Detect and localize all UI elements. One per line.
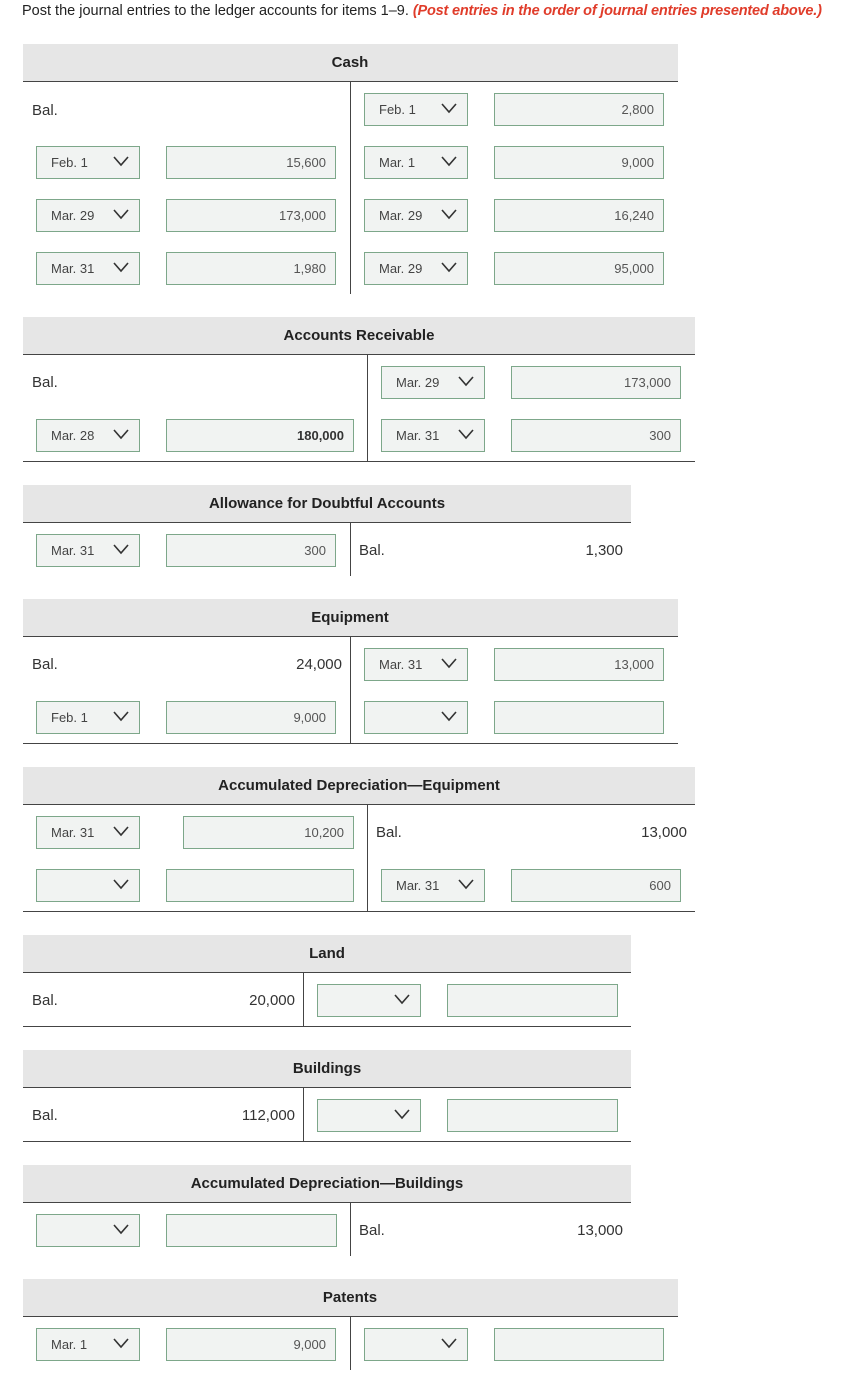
cash-debit-date-2[interactable]: Mar. 29 (36, 199, 140, 232)
chevron-down-icon (112, 154, 130, 168)
accum-dep-buildings-debit-amount-1[interactable] (166, 1214, 337, 1247)
chevron-down-icon (393, 992, 411, 1006)
cash-credit-date-3[interactable]: Mar. 29 (364, 199, 468, 232)
equipment-debit-balance-label: Bal. (32, 656, 58, 673)
land-debit-balance: 20,000 (249, 992, 295, 1009)
ar-credit-amount-1[interactable]: 173,000 (511, 366, 681, 399)
chevron-down-icon (393, 1107, 411, 1121)
chevron-down-icon (440, 709, 458, 723)
chevron-down-icon (440, 1336, 458, 1350)
accum-dep-buildings-title: Accumulated Depreciation—Buildings (190, 1175, 464, 1192)
allowance-header (23, 485, 631, 523)
patents-credit-date-1[interactable] (364, 1328, 468, 1361)
chevron-down-icon (112, 1222, 130, 1236)
chevron-down-icon (440, 260, 458, 274)
cash-debit-amount-2[interactable]: 173,000 (166, 199, 336, 232)
accum-dep-equipment-credit-balance-label: Bal. (376, 824, 402, 841)
buildings-title: Buildings (292, 1060, 362, 1077)
accum-dep-equipment-credit-balance: 13,000 (641, 824, 687, 841)
accum-dep-buildings-credit-balance: 13,000 (577, 1222, 623, 1239)
equipment-title: Equipment (311, 609, 389, 626)
buildings-credit-date-1[interactable] (317, 1099, 421, 1132)
cash-credit-date-4[interactable]: Mar. 29 (364, 252, 468, 285)
cash-credit-amount-2[interactable]: 9,000 (494, 146, 664, 179)
accum-dep-equipment-title: Accumulated Depreciation—Equipment (218, 777, 500, 794)
accum-dep-equipment-header (23, 767, 695, 805)
cash-header (23, 44, 678, 82)
chevron-down-icon (112, 260, 130, 274)
chevron-down-icon (440, 207, 458, 221)
accum-dep-buildings-credit-balance-label: Bal. (359, 1222, 385, 1239)
ar-debit-balance-label: Bal. (32, 374, 58, 391)
chevron-down-icon (112, 427, 130, 441)
equipment-credit-date-1[interactable]: Mar. 31 (364, 648, 468, 681)
ar-title: Accounts Receivable (283, 327, 435, 344)
allowance-credit-balance-label: Bal. (359, 542, 385, 559)
cash-credit-date-1[interactable]: Feb. 1 (364, 93, 468, 126)
cash-credit-amount-4[interactable]: 95,000 (494, 252, 664, 285)
chevron-down-icon (112, 709, 130, 723)
equipment-credit-amount-1[interactable]: 13,000 (494, 648, 664, 681)
accum-dep-equipment-debit-date-2[interactable] (36, 869, 140, 902)
equipment-credit-date-2[interactable] (364, 701, 468, 734)
accum-dep-equipment-credit-date-1[interactable]: Mar. 31 (381, 869, 485, 902)
ar-credit-date-2[interactable]: Mar. 31 (381, 419, 485, 452)
equipment-debit-amount-1[interactable]: 9,000 (166, 701, 336, 734)
ar-debit-amount-1[interactable]: 180,000 (166, 419, 354, 452)
cash-debit-amount-3[interactable]: 1,980 (166, 252, 336, 285)
allowance-debit-amount-1[interactable]: 300 (166, 534, 336, 567)
buildings-credit-amount-1[interactable] (447, 1099, 618, 1132)
cash-debit-date-3[interactable]: Mar. 31 (36, 252, 140, 285)
land-debit-balance-label: Bal. (32, 992, 58, 1009)
land-title: Land (309, 945, 345, 962)
land-credit-amount-1[interactable] (447, 984, 618, 1017)
cash-debit-date-1[interactable]: Feb. 1 (36, 146, 140, 179)
cash-credit-amount-3[interactable]: 16,240 (494, 199, 664, 232)
cash-title: Cash (331, 54, 369, 71)
chevron-down-icon (440, 101, 458, 115)
buildings-debit-balance-label: Bal. (32, 1107, 58, 1124)
equipment-debit-balance: 24,000 (296, 656, 342, 673)
instruction-note: (Post entries in the order of journal entries presented above.) (412, 3, 822, 19)
equipment-credit-amount-2[interactable] (494, 701, 664, 734)
allowance-credit-balance: 1,300 (585, 542, 623, 559)
chevron-down-icon (457, 374, 475, 388)
chevron-down-icon (457, 427, 475, 441)
instruction-text: Post the journal entries to the ledger accounts for items 1–9. (22, 3, 409, 19)
buildings-debit-balance: 112,000 (241, 1107, 295, 1124)
accum-dep-buildings-header (23, 1165, 631, 1203)
ar-credit-date-1[interactable]: Mar. 29 (381, 366, 485, 399)
chevron-down-icon (112, 207, 130, 221)
ar-header (23, 317, 695, 355)
land-header (23, 935, 631, 973)
chevron-down-icon (112, 877, 130, 891)
chevron-down-icon (112, 542, 130, 556)
chevron-down-icon (440, 154, 458, 168)
chevron-down-icon (112, 1336, 130, 1350)
instructions (22, 3, 822, 19)
cash-credit-date-2[interactable]: Mar. 1 (364, 146, 468, 179)
equipment-debit-date-1[interactable]: Feb. 1 (36, 701, 140, 734)
cash-debit-amount-1[interactable]: 15,600 (166, 146, 336, 179)
equipment-header (23, 599, 678, 637)
ar-credit-amount-2[interactable]: 300 (511, 419, 681, 452)
buildings-header (23, 1050, 631, 1088)
accum-dep-buildings-debit-date-1[interactable] (36, 1214, 140, 1247)
allowance-title: Allowance for Doubtful Accounts (208, 495, 446, 512)
chevron-down-icon (112, 824, 130, 838)
accum-dep-equipment-debit-amount-1[interactable]: 10,200 (183, 816, 354, 849)
accum-dep-equipment-debit-date-1[interactable]: Mar. 31 (36, 816, 140, 849)
allowance-debit-date-1[interactable]: Mar. 31 (36, 534, 140, 567)
patents-credit-amount-1[interactable] (494, 1328, 664, 1361)
patents-title: Patents (322, 1289, 378, 1306)
ar-debit-date-1[interactable]: Mar. 28 (36, 419, 140, 452)
cash-credit-amount-1[interactable]: 2,800 (494, 93, 664, 126)
chevron-down-icon (440, 656, 458, 670)
patents-debit-date-1[interactable]: Mar. 1 (36, 1328, 140, 1361)
cash-debit-balance-label: Bal. (32, 102, 58, 119)
patents-debit-amount-1[interactable]: 9,000 (166, 1328, 336, 1361)
land-credit-date-1[interactable] (317, 984, 421, 1017)
chevron-down-icon (457, 877, 475, 891)
accum-dep-equipment-debit-amount-2[interactable] (166, 869, 354, 902)
patents-header (23, 1279, 678, 1317)
accum-dep-equipment-credit-amount-1[interactable]: 600 (511, 869, 681, 902)
